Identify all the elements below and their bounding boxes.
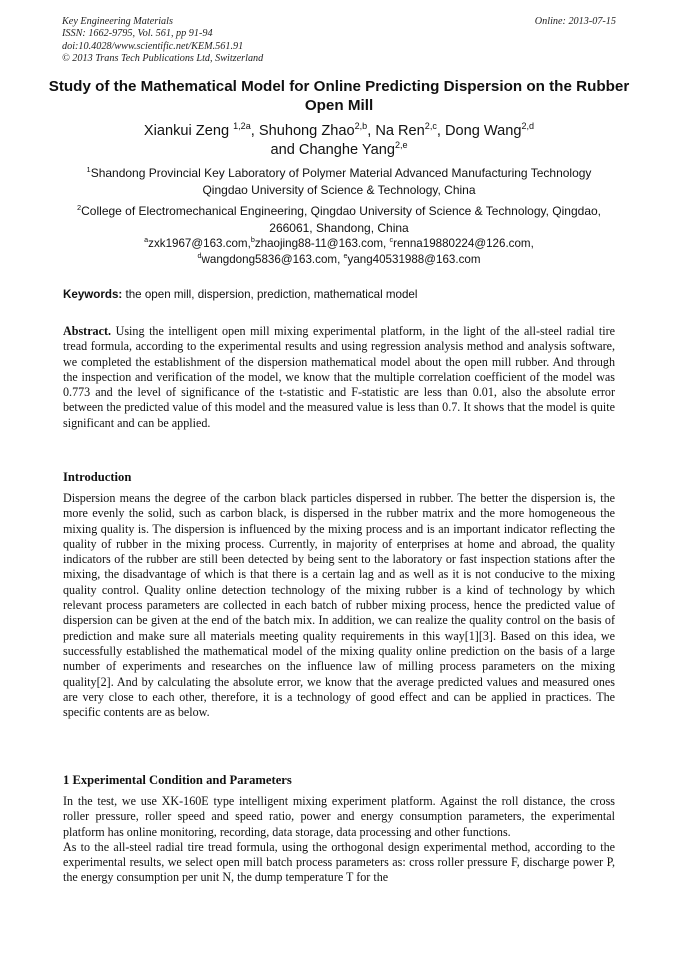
section1-paragraph: In the test, we use XK-160E type intelligent mixing experiment platform. Against the roll distance, the cross roller pressure, roller speed and speed ratio, power and energy consumption parameters, the experimental platform has online monitoring, recording, data storage, data processing and other functions.: [63, 794, 615, 839]
author-affiliation-mark: 1,2a: [233, 121, 251, 132]
journal-copyright: © 2013 Trans Tech Publications Ltd, Switzerland: [62, 53, 264, 65]
author-name: Na Ren: [375, 123, 425, 139]
author-name: Xiankui Zeng: [143, 123, 230, 139]
keywords-text: the open mill, dispersion, prediction, mathematical model: [125, 288, 418, 301]
email-mark: e: [343, 250, 348, 260]
author-name: Shuhong Zhao: [258, 123, 355, 139]
affiliation-2: [60, 203, 618, 236]
email-address[interactable]: wangdong5836@163.com: [201, 252, 338, 266]
email-address[interactable]: zxk1967@163.com: [148, 237, 248, 250]
email-address[interactable]: yang40531988@163.com: [347, 252, 481, 266]
affiliation-line: 266061, Shandong, China: [269, 220, 409, 235]
keywords-label: Keywords:: [63, 288, 123, 301]
email-mark: c: [389, 235, 394, 245]
author-joiner: and: [270, 142, 295, 158]
author-affiliation-mark: 2,b: [354, 121, 368, 132]
email-mark: d: [197, 250, 202, 260]
abstract-text: Using the intelligent open mill mixing experimental platform, in the light of the all-steel radial tire tread formula, according to the experimental results and using regression analysis method and analysis software, we completed the establishment of the dispersion mathematical model about the open mill rubber. And through the inspection and verification of the model, we know that the multiple correlation coefficient of the model was 0.773 and the level of significance of the t-statistic and F-statistic are less than 0.01, also the absolute error between the predicted value of this model and the measured value is less than 0.7. It shows that the model is quite significant and can be applied.: [63, 324, 615, 430]
section1-paragraph: As to the all-steel radial tire tread formula, using the orthogonal design experimental method, according to the experimental results, we select open mill batch process parameters as: cross roller pressure F, discharge power P, the energy consumption per unit N, the dump temperature T for the: [63, 839, 615, 885]
section1-heading: 1 Experimental Condition and Parameters: [63, 773, 292, 787]
email-list: $^a$zxk1967@163.com,$^b$zhaojing88-11@163.com, $^c$renna19880224@126.com, $^d$wangdong5836@163.com, $^e$yang40531988@163.com: [144, 235, 534, 266]
abstract-label: Abstract.: [63, 324, 112, 338]
email-address[interactable]: renna19880224@126.com: [393, 237, 531, 250]
introduction-text: Dispersion means the degree of the carbon black particles dispersed in rubber. The better the dispersion is, the more evenly the solid, such as carbon black, is dispersed in the rubber matrix and the more homogeneous the mixing quality is. The dispersion is influenced by the mixing process and is an important indicator reflecting the quality of rubber in the mixing process. Currently, in majority of enterprises at home and abroad, the quality indicators of the rubber are still been detected by being sent to the laboratory or fast inspection stations after the mixing, the disadvantage of which is that there is a certain lag and as well as it is not conducive to the mixing quality control. Quality online detection technology of the mixing rubber is a kind of technology by which relevant process parameters are collected in each batch of rubber mixing process, hence the predicted value of dispersion can be given at the end of the batch mix. In addition, we can realize the quality control on the basis of prediction and make sure all materials meeting quality requirements in this way[1][3]. Based on this idea, we successfully established the mathematical model of the mixing quality online prediction on the basis of a large number of experiments and researches on the influence law of milling process parameters on the mixing quality[2]. And by calculating the absolute error, we know that the average predicted values and measured ones are very close to each other, therefore, it is a technology of good effect and can be applied in practices. The specific contents are as below.: [63, 491, 615, 720]
affiliation-line: College of Electromechanical Engineering, Qingdao University of Science & Technology, Qingdao,: [81, 204, 601, 218]
section1-body: [63, 794, 615, 886]
affiliation-line: Qingdao University of Science & Technology, China: [202, 182, 476, 197]
journal-issn: ISSN: 1662-9795, Vol. 561, pp 91-94: [62, 28, 213, 40]
journal-name: Key Engineering Materials: [62, 16, 173, 27]
affiliation-mark: 1: [86, 165, 91, 174]
affiliation-mark: 2: [77, 203, 82, 212]
abstract: [63, 324, 615, 431]
email-mark: a: [144, 235, 149, 245]
author-list: Xiankui Zeng $^{1,2a}$, Shuhong Zhao$^{2,b}$, Na Ren$^{2,c}$, Dong Wang$^{2,d}$ and Changhe Yang$^{2,e}$: [143, 121, 535, 158]
author-affiliation-mark: 2,c: [424, 121, 437, 132]
journal-doi[interactable]: doi:10.4028/www.scientific.net/KEM.561.91: [62, 40, 244, 52]
author-affiliation-mark: 2,d: [521, 121, 535, 132]
affiliation-line: Shandong Provincial Key Laboratory of Polymer Material Advanced Manufacturing Technology: [90, 166, 592, 180]
keywords: [63, 287, 617, 303]
email-address[interactable]: zhaojing88-11@163.com: [254, 237, 384, 250]
author-affiliation-mark: 2,e: [394, 140, 408, 151]
online-date: Online: 2013-07-15: [534, 16, 616, 27]
email-mark: b: [250, 235, 255, 245]
affiliation-1: [60, 165, 618, 198]
author-name: Dong Wang: [444, 123, 522, 139]
author-name: Changhe Yang: [298, 142, 395, 158]
journal-header: [62, 16, 616, 66]
introduction-heading: Introduction: [63, 470, 132, 484]
paper-title: Study of the Mathematical Model for Online Predicting Dispersion on the Rubber Open Mill: [48, 78, 630, 114]
